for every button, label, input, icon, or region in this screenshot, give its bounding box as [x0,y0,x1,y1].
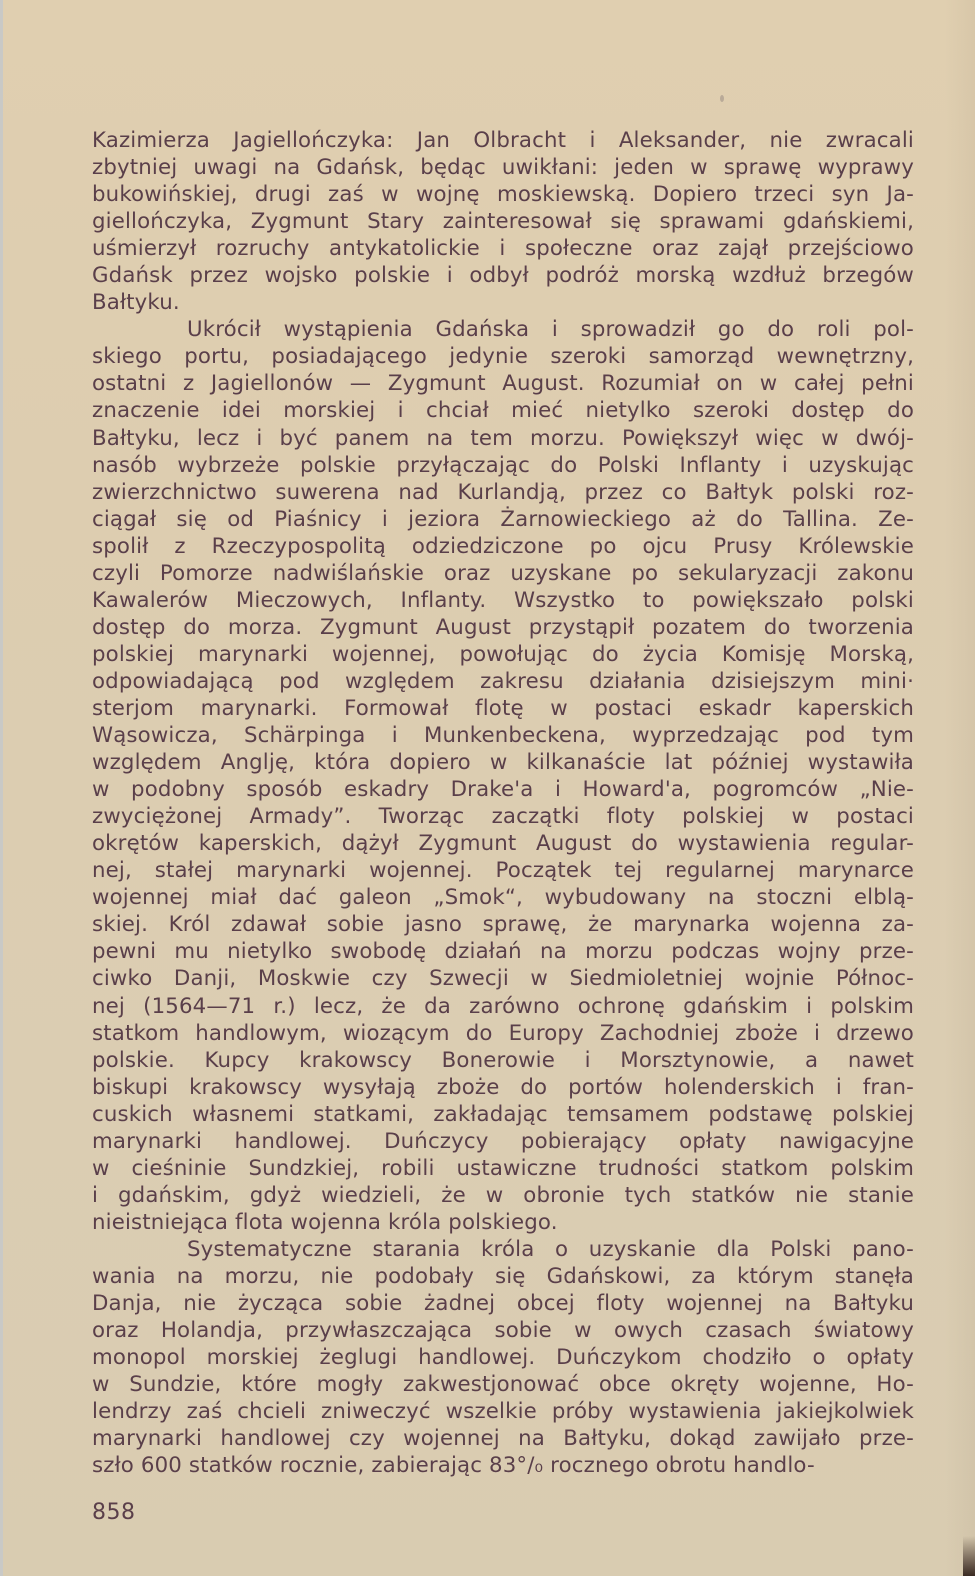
text-line: Gdańsk przez wojsko polskie i odbył podróż morską wzdłuż brzegów [92,263,914,289]
text-line: sterjom marynarki. Formował flotę w postaci eskadr kaperskich [92,695,914,721]
text-line: zbytniej uwagi na Gdańsk, będąc uwikłani: jeden w sprawę wyprawy [92,155,914,181]
text-line: w Sundzie, które mogły zakwestjonować obce okręty wojenne, Ho- [92,1372,914,1398]
text-line: Kawalerów Mieczowych, Inflanty. Wszystko to powiększało polski [92,587,914,613]
text-line: lendrzy zaś chcieli zniweczyć wszelkie próby wystawienia jakiejkolwiek [92,1399,914,1425]
page-gutter-shadow [945,0,975,1576]
text-line: w cieśninie Sundzkiej, robili ustawiczne trudności statkom polskim [92,1155,914,1181]
text-line: zwierzchnictwo suwerena nad Kurlandją, przez co Bałtyk polski roz- [92,479,914,505]
text-line: oraz Holandja, przywłaszczająca sobie w owych czasach światowy [92,1318,914,1344]
text-line: w podobny sposób eskadry Drake'a i Howard'a, pogromców „Nie- [92,777,914,803]
text-line: monopol morskiej żeglugi handlowej. Duńczykom chodziło o opłaty [92,1345,914,1371]
text-line: zwyciężonej Armady”. Tworząc zaczątki floty polskiej w postaci [92,804,914,830]
text-line: polskiej marynarki wojennej, powołując do życia Komisję Morską, [92,641,914,667]
body-text [92,127,914,1479]
text-line: ciągał się od Piaśnicy i jeziora Żarnowieckiego aż do Tallina. Ze- [92,506,914,532]
paragraph [92,1236,914,1479]
text-line: statkom handlowym, wiozącym do Europy Zachodniej zboże i drzewo [92,1020,914,1046]
page-number: 858 [92,1500,136,1525]
text-line: szło 600 statków rocznie, zabierając 83°/₀ rocznego obrotu handlo- [92,1453,815,1479]
text-line: Wąsowicza, Schärpinga i Munkenbeckena, wyprzedzając pod tym [92,723,914,749]
text-line: marynarki handlowej. Duńczycy pobierający opłaty nawigacyjne [92,1128,914,1154]
text-line: marynarki handlowej czy wojennej na Bałtyku, dokąd zawijało prze- [92,1426,914,1452]
text-line: ostatni z Jagiellonów — Zygmunt August. Rozumiał on w całej pełni [92,371,914,397]
text-line: Ukrócił wystąpienia Gdańska i sprowadził go do roli pol- [187,317,914,343]
text-line: Danja, nie życząca sobie żadnej obcej floty wojennej na Bałtyku [92,1291,914,1317]
text-line: i gdańskim, gdyż wiedzieli, że w obronie tych statków nie stanie [92,1182,914,1208]
text-line: nej (1564—71 r.) lecz, że da zarówno ochronę gdańskim i polskim [92,993,914,1019]
page-corner-shadow [963,1536,975,1576]
text-line: giellończyka, Zygmunt Stary zainteresował się sprawami gdańskiemi, [92,209,914,235]
text-line: odpowiadającą pod względem zakresu działania dzisiejszym mini· [92,668,914,694]
text-line: czyli Pomorze nadwiślańskie oraz uzyskane po sekularyzacji zakonu [92,560,914,586]
text-line: skiej. Król zdawał sobie jasno sprawę, że marynarka wojenna za- [92,912,914,938]
paper-speck [720,95,724,102]
text-line: Systematyczne starania króla o uzyskanie dla Polski pano- [187,1236,914,1262]
scan-left-edge [0,0,3,1576]
text-line: spolił z Rzeczypospolitą odziedziczone po ojcu Prusy Królewskie [92,533,914,559]
text-line: nieistniejąca flota wojenna króla polskiego. [92,1209,558,1235]
text-line: Bałtyku. [92,290,180,316]
text-line: uśmierzył rozruchy antykatolickie i społeczne oraz zajął przejściowo [92,236,914,262]
paragraph [92,127,914,316]
text-line: pewni mu nietylko swobodę działań na morzu podczas wojny prze- [92,939,914,965]
text-line: względem Anglję, która dopiero w kilkanaście lat później wystawiła [92,750,914,776]
text-line: nej, stałej marynarki wojennej. Początek tej regularnej marynarce [92,858,914,884]
text-line: dostęp do morza. Zygmunt August przystąpił pozatem do tworzenia [92,614,914,640]
text-line: skiego portu, posiadającego jedynie szeroki samorząd wewnętrzny, [92,344,914,370]
text-line: okrętów kaperskich, dążył Zygmunt August do wystawienia regular- [92,831,914,857]
text-line: bukowińskiej, drugi zaś w wojnę moskiewską. Dopiero trzeci syn Ja- [92,182,914,208]
text-line: cuskich własnemi statkami, zakładając temsamem podstawę polskiej [92,1101,914,1127]
text-line: ciwko Danji, Moskwie czy Szwecji w Siedmioletniej wojnie Północ- [92,966,914,992]
text-line: Kazimierza Jagiellończyka: Jan Olbracht i Aleksander, nie zwracali [92,128,914,153]
text-line: Bałtyku, lecz i być panem na tem morzu. Powiększył więc w dwój- [92,425,914,451]
text-line: wojennej miał dać galeon „Smok“, wybudowany na stoczni elblą- [92,885,914,911]
text-line: wania na morzu, nie podobały się Gdańskowi, za którym stanęła [92,1263,914,1289]
text-line: znaczenie idei morskiej i chciał mieć nietylko szeroki dostęp do [92,398,914,424]
paragraph [92,316,914,1236]
text-line: nasób wybrzeże polskie przyłączając do Polski Inflanty i uzyskując [92,452,914,478]
text-line: polskie. Kupcy krakowscy Bonerowie i Morsztynowie, a nawet [92,1047,914,1073]
text-line: biskupi krakowscy wysyłają zboże do portów holenderskich i fran- [92,1074,914,1100]
